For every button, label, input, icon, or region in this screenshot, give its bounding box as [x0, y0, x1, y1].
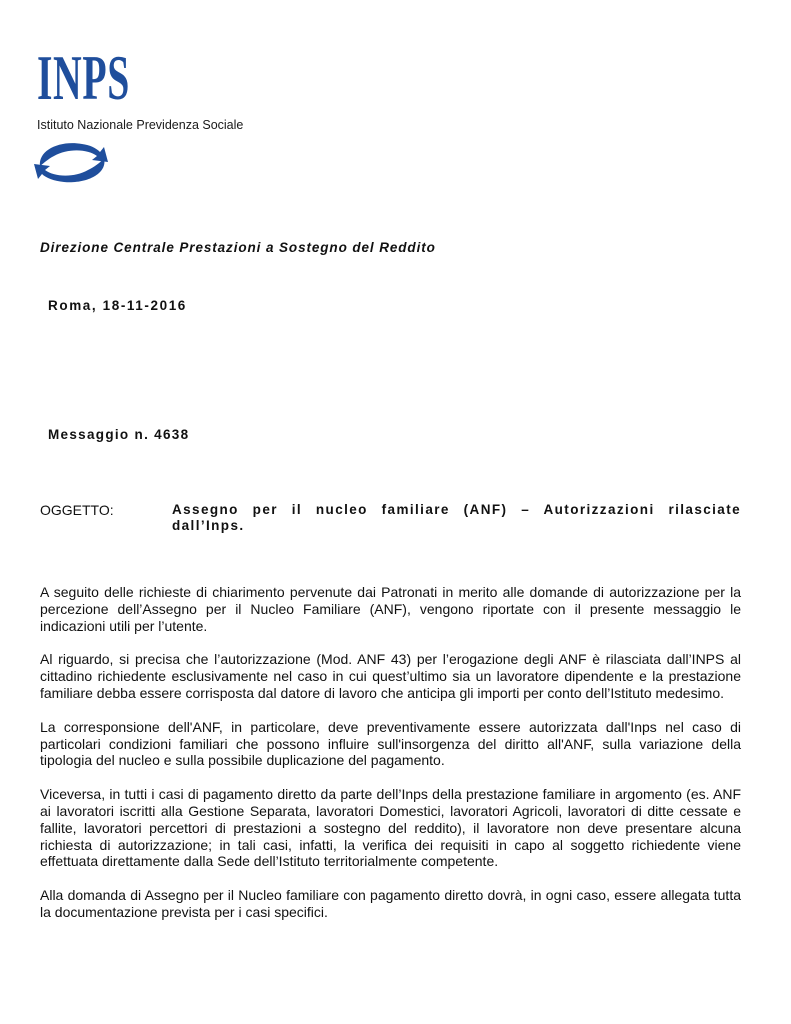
department-heading: Direzione Centrale Prestazioni a Sostegno del Reddito [40, 240, 436, 255]
subject-line-1: Assegno per il nucleo familiare (ANF) – Autorizzazioni rilasciate [172, 502, 741, 517]
paragraph: La corresponsione dell'ANF, in particolare, deve preventivamente essere autorizzata dall'Inps nel caso di particolari condizioni familiari che possono influire sull'insorgenza del diritto all'ANF, sulla variazione della tipologia del nucleo e sulla possibile duplicazione del pagamento. [40, 718, 741, 769]
subject-label: OGGETTO: [40, 502, 114, 518]
subject-line-2: dall’Inps. [172, 518, 245, 533]
document-body [40, 584, 741, 938]
logo-wordmark: INPS [37, 42, 130, 113]
circular-arrows-icon [30, 136, 114, 188]
paragraph: A seguito delle richieste di chiarimento pervenute dai Patronati in merito alle domande di autorizzazione per la percezione dell’Assegno per il Nucleo Familiare (ANF), vengono riportate con il presente messaggio le indicazioni utili per l’utente. [40, 584, 741, 634]
document-date: Roma, 18-11-2016 [48, 298, 187, 313]
paragraph: Al riguardo, si precisa che l’autorizzazione (Mod. ANF 43) per l’erogazione degli ANF è rilasciata dall’INPS al cittadino richiedente esclusivamente nel caso in cui quest’ultimo sia un lavoratore dipendente e la prestazione familiare debba essere corrisposta dal datore di lavoro che anticipa gli importi per conto dell’Istituto medesimo. [40, 651, 741, 701]
subject-text [172, 502, 741, 534]
logo-subtitle: Istituto Nazionale Previdenza Sociale [37, 118, 244, 132]
message-number: Messaggio n. 4638 [48, 427, 190, 442]
paragraph: Viceversa, in tutti i casi di pagamento diretto da parte dell’Inps della prestazione familiare in argomento (es. ANF ai lavoratori iscritti alla Gestione Separata, lavoratori Domestici, lavoratori Agricoli, lavoratori di ditte cessate e fallite, lavoratori percettori di prestazioni a sostegno del reddito), il lavoratore non deve presentare alcuna richiesta di autorizzazione; in tali casi, infatti, la verifica dei requisiti in capo al soggetto richiedente viene effettuata direttamente dalla Sede dell’Istituto territorialmente competente. [40, 786, 741, 870]
inps-logo [30, 44, 250, 194]
paragraph: Alla domanda di Assegno per il Nucleo familiare con pagamento diretto dovrà, in ogni caso, essere allegata tutta la documentazione prevista per i casi specifici. [40, 887, 741, 920]
